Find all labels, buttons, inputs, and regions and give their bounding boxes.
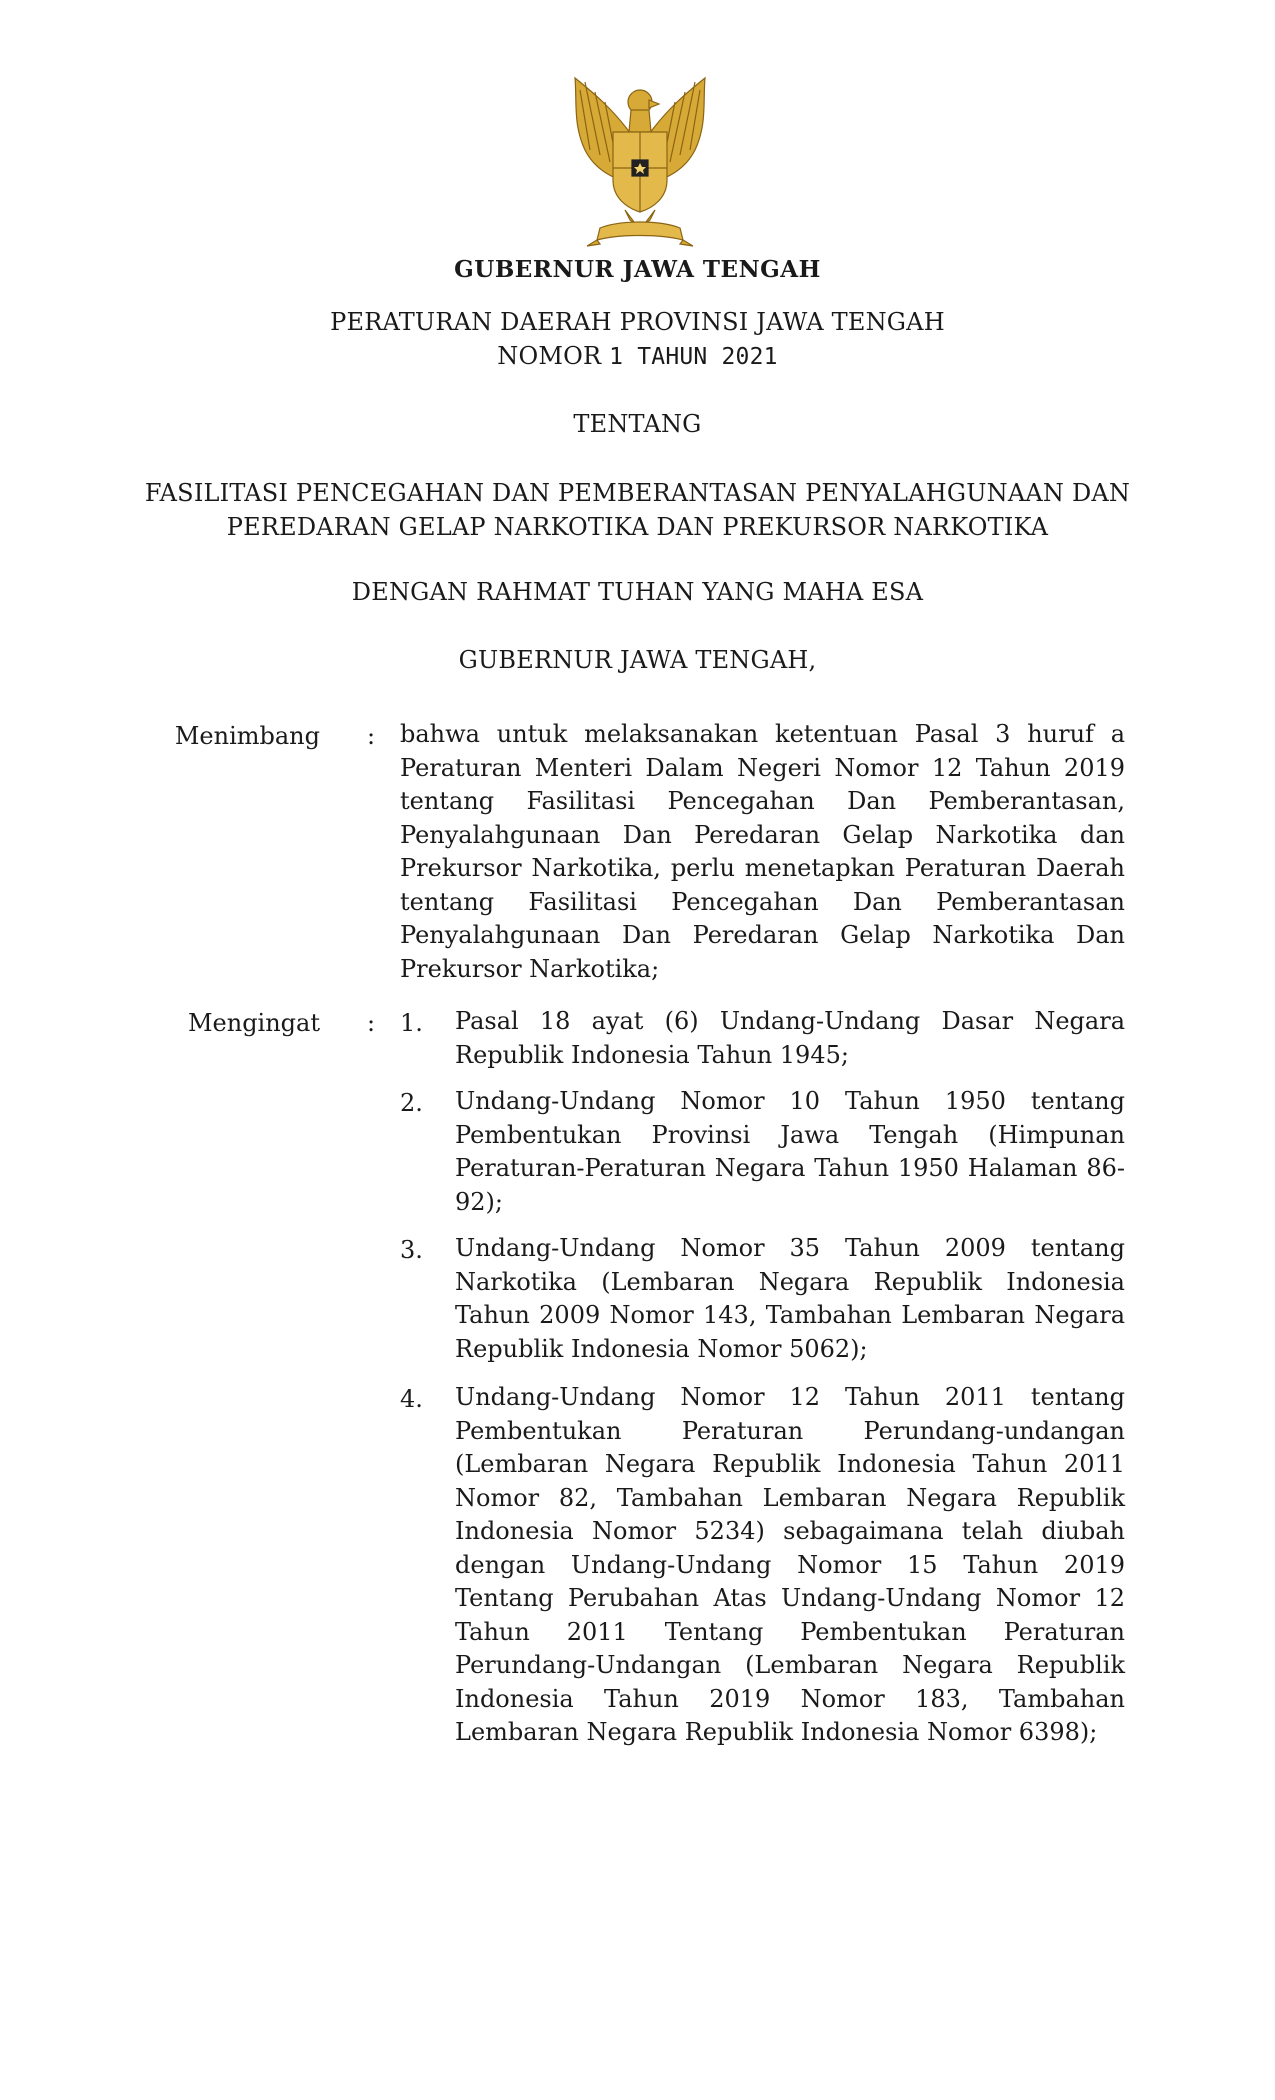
subject-line-1: FASILITASI PENCEGAHAN DAN PEMBERANTASAN PENYALAHGUNAAN DAN [144, 479, 1131, 507]
mengingat-item-number: 1. [400, 1009, 423, 1037]
garuda-emblem-icon [555, 70, 725, 250]
mengingat-item-number: 3. [400, 1236, 423, 1264]
mengingat-item-number: 2. [400, 1089, 423, 1117]
mengingat-colon: : [367, 1009, 376, 1037]
number-label: NOMOR [497, 342, 602, 370]
mengingat-label: Mengingat [187, 1009, 320, 1037]
governor-name: GUBERNUR JAWA TENGAH, [458, 646, 817, 674]
mengingat-item-text: Undang-Undang Nomor 35 Tahun 2009 tentang Narkotika (Lembaran Negara Republik Indonesia Tahun 2009 Nomor 143, Tambahan Lembaran Negara Republik Indonesia Nomor 5062); [455, 1234, 1125, 1363]
mengingat-item-text: Undang-Undang Nomor 10 Tahun 1950 tentang Pembentukan Provinsi Jawa Tengah (Himpunan Peraturan-Peraturan Negara Tahun 1950 Halaman 86-92); [455, 1087, 1125, 1216]
mengingat-item-number: 4. [400, 1385, 423, 1413]
regulation-subject [0, 476, 1275, 544]
rahmat-line: DENGAN RAHMAT TUHAN YANG MAHA ESA [351, 578, 924, 606]
number-value: 1 TAHUN 2021 [609, 344, 778, 370]
mengingat-item-text: Pasal 18 ayat (6) Undang-Undang Dasar Negara Republik Indonesia Tahun 1945; [455, 1007, 1125, 1069]
menimbang-label: Menimbang [174, 722, 320, 750]
menimbang-colon: : [367, 722, 376, 750]
menimbang-text: bahwa untuk melaksanakan ketentuan Pasal 3 huruf a Peraturan Menteri Dalam Negeri Nomor 12 Tahun 2019 tentang Fasilitasi Pencegahan Dan Pemberantasan, Penyalahgunaan Dan Peredaran Gelap Narkotika dan Prekursor Narkotika, perlu menetapkan Peraturan Daerah tentang Fasilitasi Pencegahan Dan Pemberantasan Penyalahgunaan Dan Peredaran Gelap Narkotika Dan Prekursor Narkotika; [400, 720, 1125, 983]
governor-title: GUBERNUR JAWA TENGAH [454, 256, 821, 283]
tentang-heading: TENTANG [573, 410, 702, 438]
subject-line-2: PEREDARAN GELAP NARKOTIKA DAN PREKURSOR NARKOTIKA [226, 513, 1049, 541]
regulation-title: PERATURAN DAERAH PROVINSI JAWA TENGAH [330, 308, 945, 336]
mengingat-item-text: Undang-Undang Nomor 12 Tahun 2011 tentang Pembentukan Peraturan Perundang-undangan (Lembaran Negara Republik Indonesia Tahun 2011 Nomor 82, Tambahan Lembaran Negara Republik Indonesia Nomor 5234) sebagaimana telah diubah dengan Undang-Undang Nomor 15 Tahun 2019 Tentang Perubahan Atas Undang-Undang Nomor 12 Tahun 2011 Tentang Pembentukan Peraturan Perundang-Undangan (Lembaran Negara Republik Indonesia Tahun 2019 Nomor 183, Tambahan Lembaran Negara Republik Indonesia Nomor 6398); [455, 1383, 1125, 1746]
regulation-number [0, 342, 1275, 370]
